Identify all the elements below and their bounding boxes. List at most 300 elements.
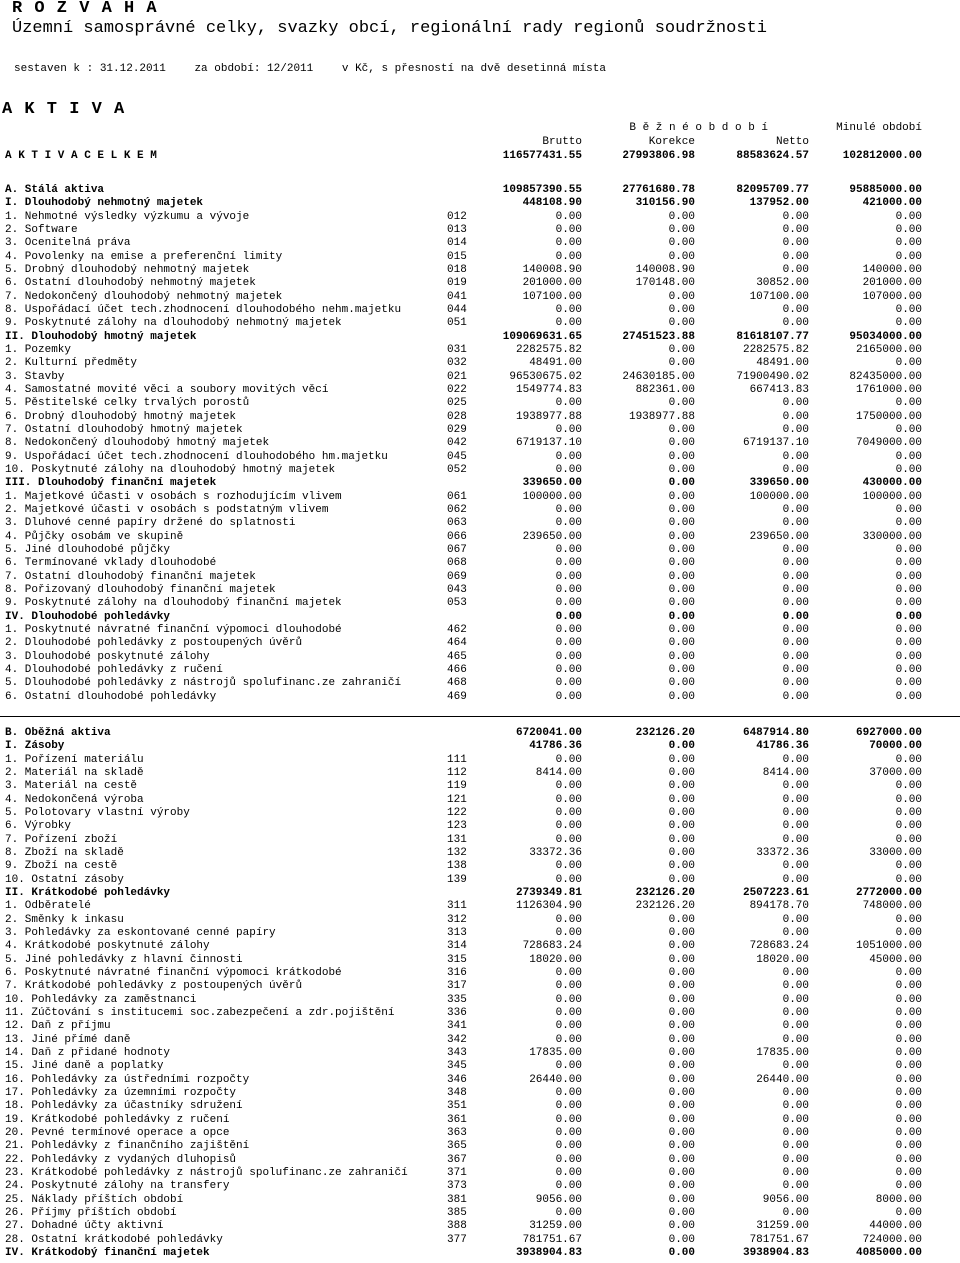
table-row [0, 1060, 960, 1073]
value-netto: 31259.00 [756, 1220, 809, 1233]
value-korekce: 0.00 [668, 1180, 695, 1193]
value-korekce: 0.00 [668, 623, 695, 636]
value-brutto: 201000.00 [522, 277, 582, 290]
row-code: 013 [447, 223, 467, 236]
row-code: 028 [447, 410, 467, 423]
table-row [0, 1087, 960, 1100]
value-korekce: 0.00 [668, 780, 695, 793]
value-korekce: 0.00 [668, 913, 695, 926]
row-label: 10. Poskytnuté zálohy na dlouhodobý hmotný majetek [5, 463, 336, 476]
value-previous: 0.00 [895, 753, 922, 766]
value-korekce: 0.00 [668, 1113, 695, 1126]
value-korekce: 0.00 [668, 223, 695, 236]
row-label: 1. Pořízení materiálu [5, 753, 144, 766]
value-brutto: 18020.00 [529, 953, 582, 966]
value-netto: 0.00 [782, 1086, 809, 1099]
value-netto: 0.00 [782, 926, 809, 939]
value-previous: 0.00 [895, 583, 922, 596]
value-korekce: 0.00 [668, 1166, 695, 1179]
table-row [0, 517, 960, 530]
value-netto: 0.00 [782, 503, 809, 516]
value-previous: 0.00 [895, 517, 922, 530]
value-previous: 0.00 [895, 250, 922, 263]
row-code: 044 [447, 303, 467, 316]
value-brutto: 0.00 [555, 570, 582, 583]
value-netto: 0.00 [782, 223, 809, 236]
value-brutto: 0.00 [555, 873, 582, 886]
report-subtitle: Územní samosprávné celky, svazky obcí, regionální rady regionů soudržnosti [12, 19, 767, 38]
value-korekce: 0.00 [668, 1246, 695, 1259]
table-group-row [0, 740, 960, 753]
value-korekce: 0.00 [668, 1060, 695, 1073]
value-brutto: 0.00 [555, 690, 582, 703]
value-korekce: 0.00 [668, 397, 695, 410]
table-row [0, 794, 960, 807]
row-code: 042 [447, 437, 467, 450]
value-netto: 0.00 [782, 860, 809, 873]
value-previous: 0.00 [895, 1180, 922, 1193]
table-group-row [0, 1247, 960, 1260]
table-row [0, 584, 960, 597]
column-header-brutto: Brutto [542, 136, 582, 148]
row-label: 3. Dlouhodobé poskytnuté zálohy [5, 650, 210, 663]
value-brutto: 0.00 [555, 397, 582, 410]
row-code: 051 [447, 317, 467, 330]
value-netto: 0.00 [782, 597, 809, 610]
value-brutto: 0.00 [555, 503, 582, 516]
value-previous: 0.00 [895, 793, 922, 806]
table-row [0, 531, 960, 544]
row-code: 346 [447, 1073, 467, 1086]
table-row [0, 504, 960, 517]
row-label: 5. Dlouhodobé pohledávky z nástrojů spolufinanc.ze zahraničí [5, 677, 402, 690]
value-netto: 0.00 [782, 410, 809, 423]
value-previous: 0.00 [895, 503, 922, 516]
table-row [0, 834, 960, 847]
row-label: 2. Materiál na skladě [5, 766, 144, 779]
value-netto: 18020.00 [756, 953, 809, 966]
row-label: 5. Drobný dlouhodobý nehmotný majetek [5, 263, 250, 276]
value-netto: 0.00 [782, 753, 809, 766]
table-group-row [0, 197, 960, 210]
row-code: 345 [447, 1060, 467, 1073]
value-previous: 0.00 [895, 303, 922, 316]
value-korekce: 0.00 [668, 557, 695, 570]
value-netto: 0.00 [782, 543, 809, 556]
value-brutto: 0.00 [555, 543, 582, 556]
value-previous: 0.00 [895, 913, 922, 926]
row-code: 014 [447, 237, 467, 250]
table-row [0, 1140, 960, 1153]
row-label: I. Zásoby [5, 740, 65, 753]
table-row [0, 914, 960, 927]
row-label: 9. Zboží na cestě [5, 860, 118, 873]
row-label: 4. Nedokončená výroba [5, 793, 144, 806]
value-korekce: 27451523.88 [622, 330, 695, 343]
row-label: II. Dlouhodobý hmotný majetek [5, 330, 197, 343]
value-previous: 0.00 [895, 463, 922, 476]
row-label: 27. Dohadné účty aktivní [5, 1220, 164, 1233]
value-brutto: 41786.36 [529, 740, 582, 753]
value-brutto: 31259.00 [529, 1220, 582, 1233]
row-label: 25. Náklady příštích období [5, 1193, 184, 1206]
row-code: 341 [447, 1020, 467, 1033]
value-netto: 0.00 [782, 1060, 809, 1073]
value-previous: 0.00 [895, 1100, 922, 1113]
value-brutto: 0.00 [555, 677, 582, 690]
row-label: 8. Pořizovaný dlouhodobý finanční majetek [5, 583, 276, 596]
value-brutto: 0.00 [555, 597, 582, 610]
value-brutto: 0.00 [555, 610, 582, 623]
value-korekce: 0.00 [668, 677, 695, 690]
value-netto: 0.00 [782, 677, 809, 690]
table-row [0, 1220, 960, 1233]
row-code: 015 [447, 250, 467, 263]
row-label: 1. Nehmotné výsledky výzkumu a vývoje [5, 210, 250, 223]
value-netto: 0.00 [782, 637, 809, 650]
value-previous: 724000.00 [862, 1233, 922, 1246]
table-row [0, 1100, 960, 1113]
value-previous: 82435000.00 [849, 370, 922, 383]
value-brutto: 0.00 [555, 1113, 582, 1126]
row-label: 1. Majetkové účasti v osobách s rozhodujícím vlivem [5, 490, 342, 503]
row-label: 15. Jiné daně a poplatky [5, 1060, 164, 1073]
value-netto: 0.00 [782, 450, 809, 463]
row-label: 14. Daň z přidané hodnoty [5, 1046, 171, 1059]
value-previous: 0.00 [895, 317, 922, 330]
value-korekce: 0.00 [668, 1033, 695, 1046]
value-netto: 0.00 [782, 913, 809, 926]
value-brutto: 0.00 [555, 1060, 582, 1073]
row-code: 121 [447, 793, 467, 806]
value-netto: 0.00 [782, 780, 809, 793]
value-korekce: 0.00 [668, 806, 695, 819]
value-brutto: 96530675.02 [509, 370, 582, 383]
value-netto: 667413.83 [749, 383, 809, 396]
value-previous: 70000.00 [869, 740, 922, 753]
row-code: 335 [447, 993, 467, 1006]
row-label: 5. Polotovary vlastní výroby [5, 806, 190, 819]
row-code: 348 [447, 1086, 467, 1099]
value-brutto: 116577431.55 [502, 150, 582, 162]
table-row [0, 304, 960, 317]
value-netto: 107100.00 [749, 290, 809, 303]
row-label: 4. Samostatné movité věci a soubory movitých věcí [5, 383, 329, 396]
row-label: 17. Pohledávky za územními rozpočty [5, 1086, 237, 1099]
row-label: 18. Pohledávky za účastníky sdružení [5, 1100, 243, 1113]
table-row [0, 464, 960, 477]
value-brutto: 0.00 [555, 833, 582, 846]
value-previous: 330000.00 [862, 530, 922, 543]
value-previous: 0.00 [895, 1166, 922, 1179]
value-korekce: 0.00 [668, 543, 695, 556]
row-code: 069 [447, 570, 467, 583]
value-brutto: 0.00 [555, 1033, 582, 1046]
value-brutto: 26440.00 [529, 1073, 582, 1086]
row-code: 381 [447, 1193, 467, 1206]
value-brutto: 0.00 [555, 806, 582, 819]
row-code: 022 [447, 383, 467, 396]
table-row [0, 251, 960, 264]
value-previous: 0.00 [895, 806, 922, 819]
value-korekce: 0.00 [668, 1206, 695, 1219]
value-previous: 0.00 [895, 210, 922, 223]
value-korekce: 0.00 [668, 1100, 695, 1113]
table-row [0, 967, 960, 980]
value-netto: 0.00 [782, 303, 809, 316]
value-brutto: 17835.00 [529, 1046, 582, 1059]
row-label: 4. Krátkodobé poskytnuté zálohy [5, 940, 210, 953]
row-code: 314 [447, 940, 467, 953]
value-korekce: 0.00 [668, 423, 695, 436]
value-korekce: 0.00 [668, 940, 695, 953]
row-label: 10. Pohledávky za zaměstnanci [5, 993, 197, 1006]
value-netto: 0.00 [782, 966, 809, 979]
row-label: 1. Pozemky [5, 343, 72, 356]
value-previous: 201000.00 [862, 277, 922, 290]
value-previous: 0.00 [895, 966, 922, 979]
value-brutto: 0.00 [555, 753, 582, 766]
row-code: 021 [447, 370, 467, 383]
row-label: 2. Směnky k inkasu [5, 913, 124, 926]
row-label: 1. Odběratelé [5, 900, 91, 913]
value-previous: 1051000.00 [855, 940, 922, 953]
value-netto: 0.00 [782, 793, 809, 806]
value-previous: 0.00 [895, 820, 922, 833]
table-row [0, 820, 960, 833]
value-previous: 748000.00 [862, 900, 922, 913]
value-netto: 0.00 [782, 557, 809, 570]
row-code: 041 [447, 290, 467, 303]
section-divider [0, 716, 960, 717]
value-netto: 137952.00 [749, 197, 809, 210]
row-label: 6. Poskytnuté návratné finanční výpomoci krátkodobé [5, 966, 342, 979]
value-previous: 0.00 [895, 926, 922, 939]
value-netto: 0.00 [782, 237, 809, 250]
row-label: 2. Software [5, 223, 78, 236]
row-label: 16. Pohledávky za ústředními rozpočty [5, 1073, 250, 1086]
value-korekce: 0.00 [668, 846, 695, 859]
row-code: 122 [447, 806, 467, 819]
value-netto: 339650.00 [749, 477, 809, 490]
row-label: 13. Jiné přímé daně [5, 1033, 131, 1046]
table-row [0, 384, 960, 397]
row-label: 19. Krátkodobé pohledávky z ručení [5, 1113, 230, 1126]
value-previous: 0.00 [895, 1006, 922, 1019]
value-brutto: 1938977.88 [515, 410, 582, 423]
value-previous: 0.00 [895, 663, 922, 676]
row-code: 342 [447, 1033, 467, 1046]
row-code: 464 [447, 637, 467, 650]
row-label: 3. Materiál na cestě [5, 780, 138, 793]
column-header-korekce: Korekce [648, 136, 695, 148]
value-brutto: 0.00 [555, 623, 582, 636]
value-netto: 0.00 [782, 663, 809, 676]
value-brutto: 0.00 [555, 317, 582, 330]
row-label: 4. Povolenky na emise a preferenční limity [5, 250, 283, 263]
table-group-row [0, 150, 960, 163]
row-code: 311 [447, 900, 467, 913]
row-label: 20. Pevné termínové operace a opce [5, 1126, 230, 1139]
value-brutto: 2739349.81 [515, 886, 582, 899]
value-korekce: 0.00 [668, 517, 695, 530]
value-previous: 0.00 [895, 1113, 922, 1126]
value-brutto: 0.00 [555, 1166, 582, 1179]
column-header-netto: Netto [775, 136, 809, 148]
table-row [0, 1194, 960, 1207]
value-netto: 0.00 [782, 210, 809, 223]
value-korekce: 0.00 [668, 1086, 695, 1099]
row-label: 5. Jiné dlouhodobé půjčky [5, 543, 171, 556]
report-date: sestaven k : 31.12.2011 [14, 63, 166, 75]
report-period: za období: 12/2011 [194, 63, 314, 75]
row-label: 9. Uspořádací účet tech.zhodnocení dlouhodobého hm.majetku [5, 450, 388, 463]
row-code: 139 [447, 873, 467, 886]
value-korekce: 0.00 [668, 1046, 695, 1059]
value-previous: 0.00 [895, 1020, 922, 1033]
value-brutto: 0.00 [555, 303, 582, 316]
row-code: 053 [447, 597, 467, 610]
value-previous: 0.00 [895, 780, 922, 793]
value-previous: 0.00 [895, 677, 922, 690]
value-previous: 100000.00 [862, 490, 922, 503]
table-row [0, 807, 960, 820]
table-row [0, 1154, 960, 1167]
value-brutto: 0.00 [555, 1020, 582, 1033]
value-brutto: 107100.00 [522, 290, 582, 303]
value-korekce: 0.00 [668, 833, 695, 846]
row-label: B. Oběžná aktiva [5, 727, 111, 739]
value-brutto: 728683.24 [522, 940, 582, 953]
value-brutto: 448108.90 [522, 197, 582, 210]
row-label: 3. Ocenitelná práva [5, 237, 131, 250]
value-previous: 0.00 [895, 557, 922, 570]
row-label: 2. Kulturní předměty [5, 357, 138, 370]
value-brutto: 0.00 [555, 583, 582, 596]
row-label: 3. Pohledávky za eskontované cenné papíry [5, 926, 276, 939]
row-label: 1. Poskytnuté návratné finanční výpomoci dlouhodobé [5, 623, 342, 636]
table-row [0, 780, 960, 793]
value-netto: 0.00 [782, 517, 809, 530]
row-label: 7. Ostatní dlouhodobý finanční majetek [5, 570, 256, 583]
value-korekce: 0.00 [668, 237, 695, 250]
value-korekce: 170148.00 [635, 277, 695, 290]
value-brutto: 0.00 [555, 793, 582, 806]
value-previous: 0.00 [895, 570, 922, 583]
value-previous: 0.00 [895, 1140, 922, 1153]
value-netto: 0.00 [782, 1126, 809, 1139]
value-korekce: 0.00 [668, 953, 695, 966]
table-row [0, 927, 960, 940]
value-brutto: 0.00 [555, 1100, 582, 1113]
row-code: 029 [447, 423, 467, 436]
value-previous: 0.00 [895, 1060, 922, 1073]
value-netto: 48491.00 [756, 357, 809, 370]
value-previous: 102812000.00 [842, 150, 922, 162]
row-code: 012 [447, 210, 467, 223]
value-brutto: 0.00 [555, 663, 582, 676]
value-brutto: 8414.00 [535, 766, 582, 779]
table-row [0, 437, 960, 450]
row-code: 468 [447, 677, 467, 690]
value-previous: 0.00 [895, 1206, 922, 1219]
value-netto: 0.00 [782, 690, 809, 703]
value-korekce: 310156.90 [635, 197, 695, 210]
value-korekce: 0.00 [668, 490, 695, 503]
row-label: 6. Drobný dlouhodobý hmotný majetek [5, 410, 237, 423]
value-korekce: 0.00 [668, 860, 695, 873]
table-row [0, 397, 960, 410]
table-row [0, 237, 960, 250]
table-row [0, 940, 960, 953]
value-previous: 0.00 [895, 860, 922, 873]
table-row [0, 411, 960, 424]
value-brutto: 3938904.83 [515, 1246, 582, 1259]
table-row [0, 874, 960, 887]
table-row [0, 357, 960, 370]
table-row [0, 371, 960, 384]
value-korekce: 0.00 [668, 873, 695, 886]
row-label: I. Dlouhodobý nehmotný majetek [5, 197, 204, 210]
value-netto: 0.00 [782, 1166, 809, 1179]
value-netto: 894178.70 [749, 900, 809, 913]
value-netto: 41786.36 [756, 740, 809, 753]
row-label: 4. Půjčky osobám ve skupině [5, 530, 184, 543]
value-brutto: 0.00 [555, 637, 582, 650]
table-row [0, 651, 960, 664]
row-label: 4. Dlouhodobé pohledávky z ručení [5, 663, 223, 676]
table-group-row [0, 331, 960, 344]
value-netto: 0.00 [782, 1180, 809, 1193]
row-label: A K T I V A C E L K E M [5, 150, 157, 162]
value-netto: 81618107.77 [736, 330, 809, 343]
value-previous: 0.00 [895, 610, 922, 623]
value-korekce: 0.00 [668, 1193, 695, 1206]
value-netto: 6719137.10 [742, 437, 809, 450]
value-previous: 0.00 [895, 833, 922, 846]
row-code: 469 [447, 690, 467, 703]
value-brutto: 0.00 [555, 780, 582, 793]
row-code: 067 [447, 543, 467, 556]
table-row [0, 860, 960, 873]
value-korekce: 0.00 [668, 1233, 695, 1246]
row-code: 131 [447, 833, 467, 846]
value-previous: 0.00 [895, 637, 922, 650]
value-previous: 33000.00 [869, 846, 922, 859]
table-row [0, 624, 960, 637]
row-label: 6. Výrobky [5, 820, 72, 833]
report-meta [14, 63, 606, 75]
row-code: 025 [447, 397, 467, 410]
value-brutto: 0.00 [555, 1126, 582, 1139]
value-previous: 0.00 [895, 423, 922, 436]
value-korekce: 0.00 [668, 1006, 695, 1019]
value-netto: 239650.00 [749, 530, 809, 543]
row-label: III. Dlouhodobý finanční majetek [5, 477, 217, 490]
value-korekce: 0.00 [668, 690, 695, 703]
value-korekce: 0.00 [668, 477, 695, 490]
value-korekce: 0.00 [668, 290, 695, 303]
table-row [0, 637, 960, 650]
table-row [0, 1207, 960, 1220]
row-label: 7. Nedokončený dlouhodobý nehmotný majetek [5, 290, 283, 303]
row-label: 21. Pohledávky z finančního zajištění [5, 1140, 250, 1153]
value-previous: 45000.00 [869, 953, 922, 966]
value-brutto: 6719137.10 [515, 437, 582, 450]
value-netto: 0.00 [782, 650, 809, 663]
value-korekce: 0.00 [668, 503, 695, 516]
table-row [0, 424, 960, 437]
